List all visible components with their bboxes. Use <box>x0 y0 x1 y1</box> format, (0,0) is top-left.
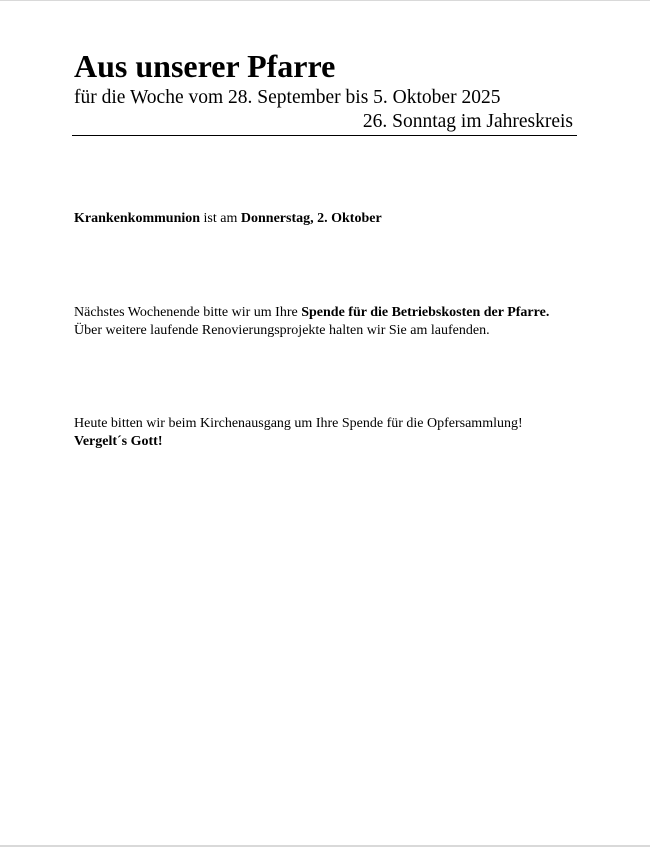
sick-communion-connector: ist am <box>200 211 241 226</box>
operating-costs-announcement <box>74 304 574 340</box>
page-title: Aus unserer Pfarre <box>74 48 336 84</box>
sick-communion-announcement <box>74 210 574 228</box>
collection-announcement <box>74 415 574 451</box>
sick-communion-label: Krankenkommunion <box>74 211 201 226</box>
operating-costs-donation: Spende für die Betriebskosten der Pfarre. <box>301 305 550 320</box>
liturgical-week-label: 26. Sonntag im Jahreskreis <box>362 111 573 132</box>
sick-communion-date: Donnerstag, 2. Oktober <box>240 211 382 226</box>
renovation-note: Über weitere laufende Renovierungsprojekte halten wir Sie am laufenden. <box>74 323 490 338</box>
bulletin-header <box>72 46 577 136</box>
collection-text: Heute bitten wir beim Kirchenausgang um Ihre Spende für die Opfersammlung! <box>74 416 523 431</box>
page-top-edge <box>0 0 650 1</box>
date-range-subtitle: für die Woche vom 28. September bis 5. Oktober 2025 <box>74 87 501 108</box>
operating-costs-intro: Nächstes Wochenende bitte wir um Ihre <box>74 305 302 320</box>
closing-thanks: Vergelt´s Gott! <box>74 434 163 449</box>
